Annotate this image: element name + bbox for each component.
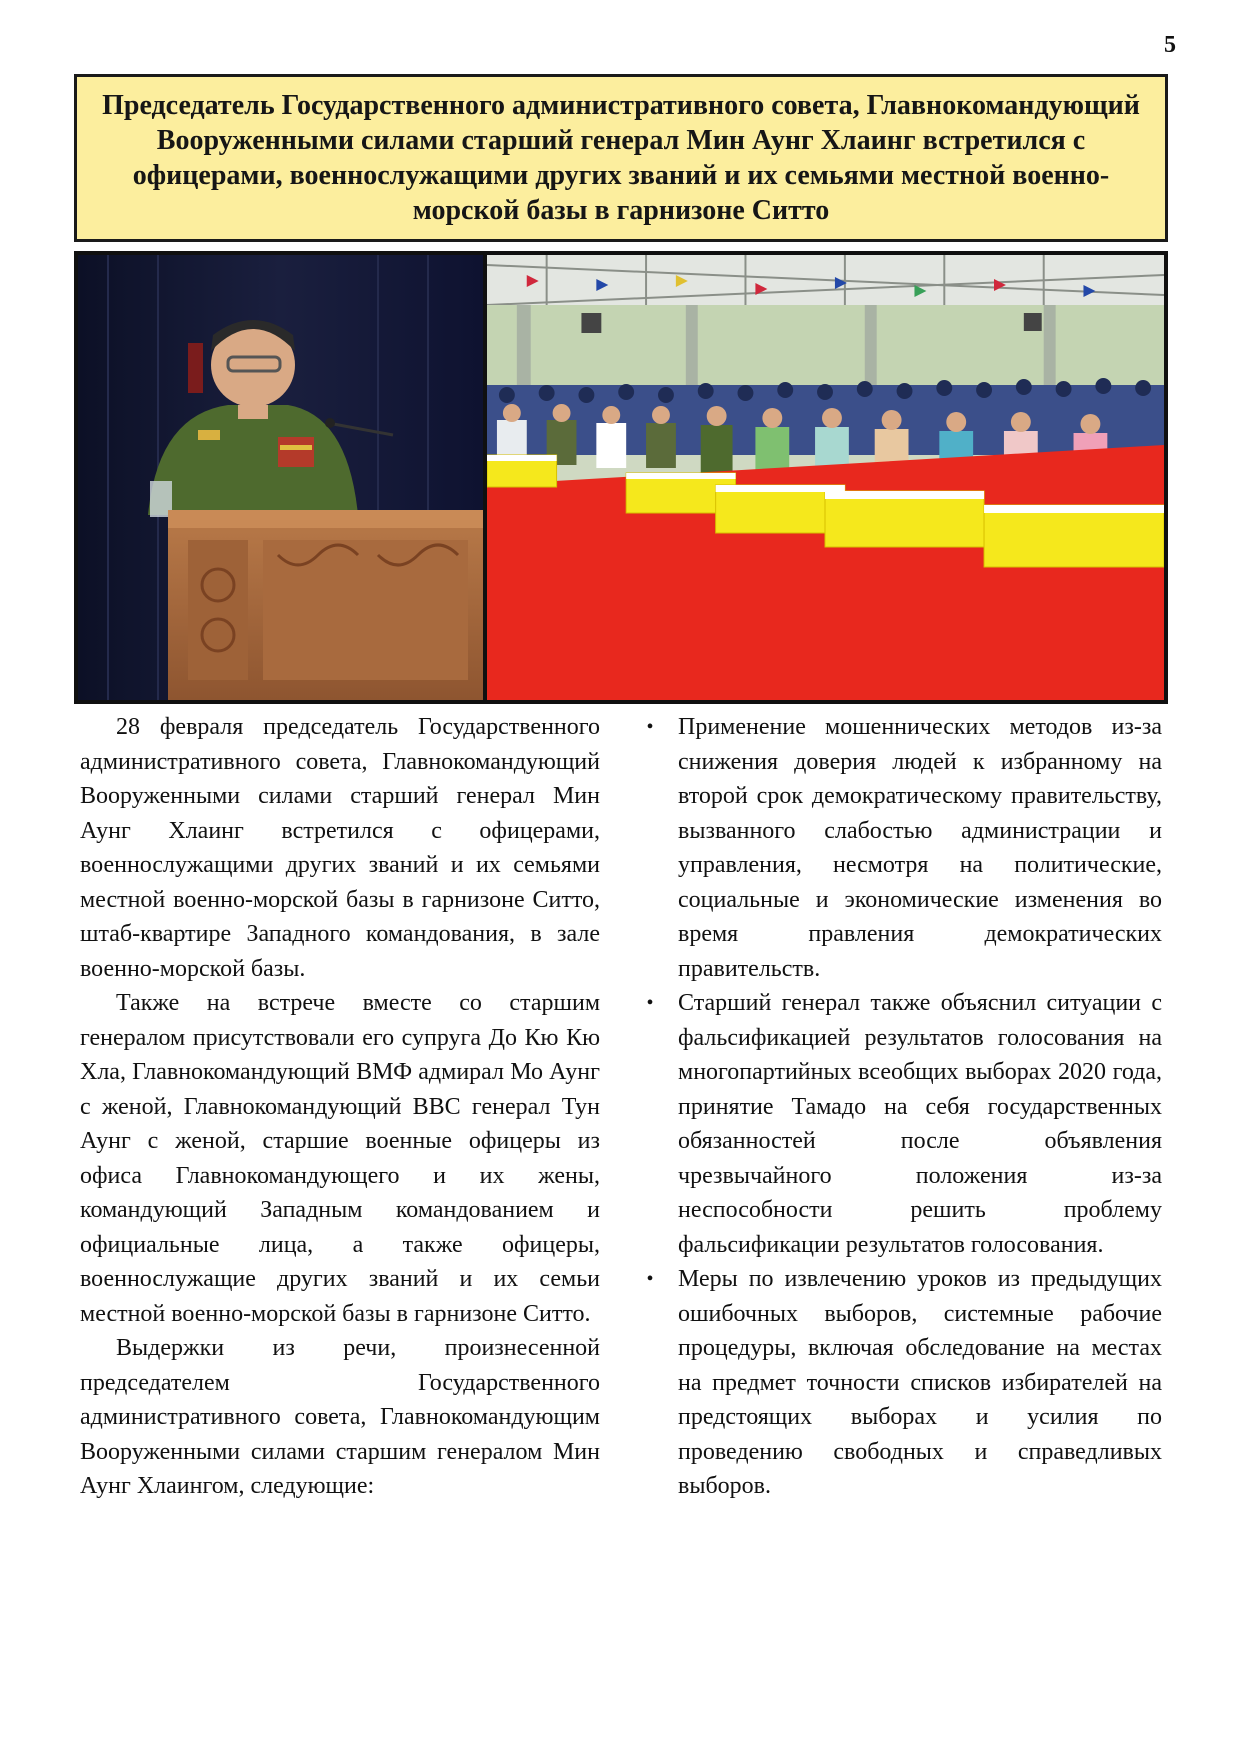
audience-photo-illustration [487, 255, 1164, 700]
bullet-text: Меры по извлечению уроков из предыдущих ошибочных выборов, системные рабочие процедуры, включая обследование на местах на предмет точности списков избирателей на предстоящих выборах и усилия по проведению свободных и справедливых выборов. [678, 1266, 1162, 1499]
article-paragraph: 28 февраля председатель Государственного административного совета, Главнокомандующий Вооруженными силами старший генерал Мин Аунг Хлаинг встретился с офицерами, военнослужащими других званий и их семьями местной военно-морской базы в гарнизоне Ситто, штаб-квартире Западного командования, в зале военно-морской базы. [80, 714, 600, 982]
article-paragraph: Также на встрече вместе со старшим генералом присутствовали его супруга До Кю Кю Хла, Главнокомандующий ВМФ адмирал Мо Аунг с женой, Главнокомандующий ВВС генерал Тун Аунг с женой, старшие военные офицеры из офиса Главнокомандующего и их жены, командующий Западным командованием и официальные лица, а также офицеры, военнослужащие других званий и их семьи местной военно-морской базы в гарнизоне Ситто. [80, 990, 600, 1327]
bullet-icon: • [646, 992, 654, 1014]
bullet-item [640, 1262, 1162, 1504]
bullet-text: Применение мошеннических методов из-за снижения доверия людей к избранному на второй срок демократическому правительству, вызванного слабостью администрации и управления, несмотря на политические, социальные и экономические изменения во время правления демократических правительств. [678, 714, 1162, 982]
photo-frame [74, 251, 1168, 704]
right-column [640, 710, 1162, 1504]
bullet-item [640, 986, 1162, 1262]
speaker-photo-illustration [78, 255, 483, 700]
bullet-item [640, 710, 1162, 986]
headline-box [74, 74, 1168, 242]
article-paragraph: Выдержки из речи, произнесенной председателем Государственного административного совета, Главнокомандующим Вооруженными силами старшим генералом Мин Аунг Хлаингом, следующие: [80, 1335, 600, 1499]
left-column [80, 710, 600, 1504]
bullet-text: Старший генерал также объяснил ситуации с фальсификацией результатов голосования на многопартийных всеобщих выборах 2020 года, принятие Тамадо на себя государственных обязанностей после объявления чрезвычайного положения из-за неспособности решить проблему фальсификации результатов голосования. [678, 990, 1162, 1258]
speaker-at-podium-photo [78, 255, 483, 700]
bullet-list [640, 710, 1162, 1504]
bullet-icon: • [646, 1268, 654, 1290]
bullet-icon: • [646, 716, 654, 738]
audience-in-hall-photo [487, 255, 1164, 700]
page-number: 5 [1164, 32, 1176, 58]
headline: Председатель Государственного административного совета, Главнокомандующий Вооруженными силами старший генерал Мин Аунг Хлаинг встретился с офицерами, военнослужащими других званий и их семьями местной военно-морской базы в гарнизоне Ситто [102, 90, 1140, 226]
